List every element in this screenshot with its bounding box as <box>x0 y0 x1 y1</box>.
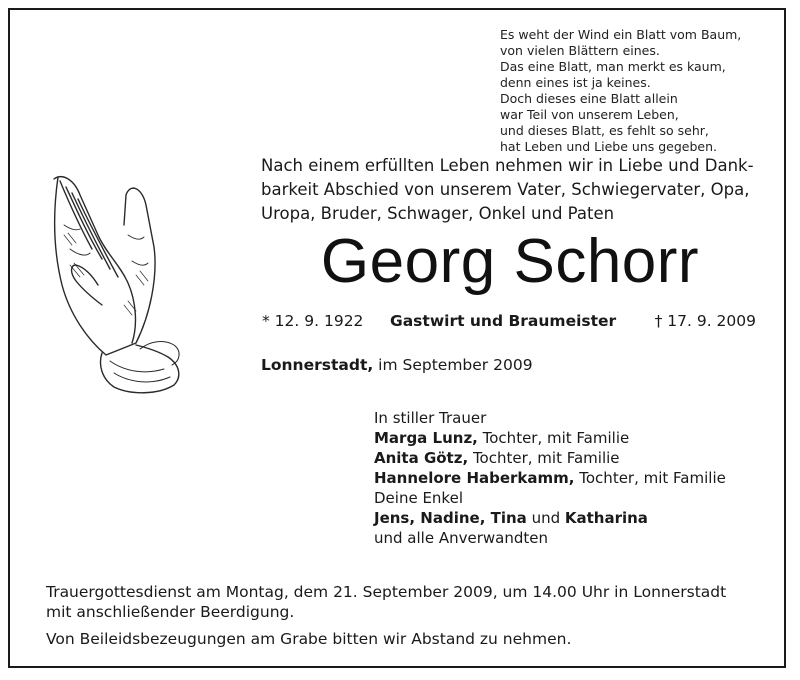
poem-line: Doch dieses eine Blatt allein <box>500 91 678 106</box>
poem-line: denn eines ist ja keines. <box>500 75 651 90</box>
life-dates <box>260 309 756 333</box>
mourner-relation: Tochter, mit Familie <box>574 469 726 487</box>
place-town: Lonnerstadt, <box>261 356 374 374</box>
mourner-name: Hannelore Haberkamm, <box>374 469 575 487</box>
intro-line: barkeit Abschied von unserem Vater, Schwiegervater, Opa, <box>261 180 750 199</box>
death-date: † 17. 9. 2009 <box>654 312 756 330</box>
place-date-line <box>261 354 533 376</box>
grandchildren-and: und <box>526 509 565 527</box>
grandchildren-entry <box>374 508 774 528</box>
mourner-relation: Tochter, mit Familie <box>477 429 630 447</box>
mourner-entry <box>374 448 774 468</box>
grandchildren-last: Katharina <box>564 509 648 527</box>
poem-line: war Teil von unserem Leben, <box>500 107 679 122</box>
deceased-name: Georg Schorr <box>320 227 700 296</box>
mourner-name: Marga Lunz, <box>374 429 478 447</box>
poem-line: hat Leben und Liebe uns gegeben. <box>500 139 717 154</box>
service-line: mit anschließender Beerdigung. <box>46 603 295 621</box>
place-date: im September 2009 <box>373 356 533 374</box>
occupation: Gastwirt und Braumeister <box>390 312 617 330</box>
intro-line: Uropa, Bruder, Schwager, Onkel und Paten <box>261 204 615 223</box>
intro-line: Nach einem erfüllten Leben nehmen wir in Liebe und Dank- <box>261 156 754 175</box>
service-line: Trauergottesdienst am Montag, dem 21. September 2009, um 14.00 Uhr in Lonnerstadt <box>46 583 727 601</box>
funeral-notice <box>46 582 766 649</box>
grandchildren-label: Deine Enkel <box>374 489 463 507</box>
mourners-heading: In stiller Trauer <box>374 409 487 427</box>
poem-line: und dieses Blatt, es fehlt so sehr, <box>500 123 709 138</box>
poem <box>500 27 780 155</box>
mourner-entry <box>374 428 774 448</box>
praying-hands-icon <box>40 165 190 400</box>
birth-date: * 12. 9. 1922 <box>262 312 364 330</box>
condolence-request: Von Beileidsbezeugungen am Grabe bitten wir Abstand zu nehmen. <box>46 630 572 648</box>
intro-text <box>261 154 756 226</box>
grandchildren-names: Jens, Nadine, Tina <box>374 509 527 527</box>
poem-line: Es weht der Wind ein Blatt vom Baum, <box>500 27 742 42</box>
mourner-name: Anita Götz, <box>374 449 469 467</box>
mourners-list <box>374 408 774 548</box>
mourner-relation: Tochter, mit Familie <box>468 449 620 467</box>
mourner-entry <box>374 468 774 488</box>
poem-line: von vielen Blättern eines. <box>500 43 660 58</box>
mourners-closing: und alle Anverwandten <box>374 529 548 547</box>
poem-line: Das eine Blatt, man merkt es kaum, <box>500 59 726 74</box>
